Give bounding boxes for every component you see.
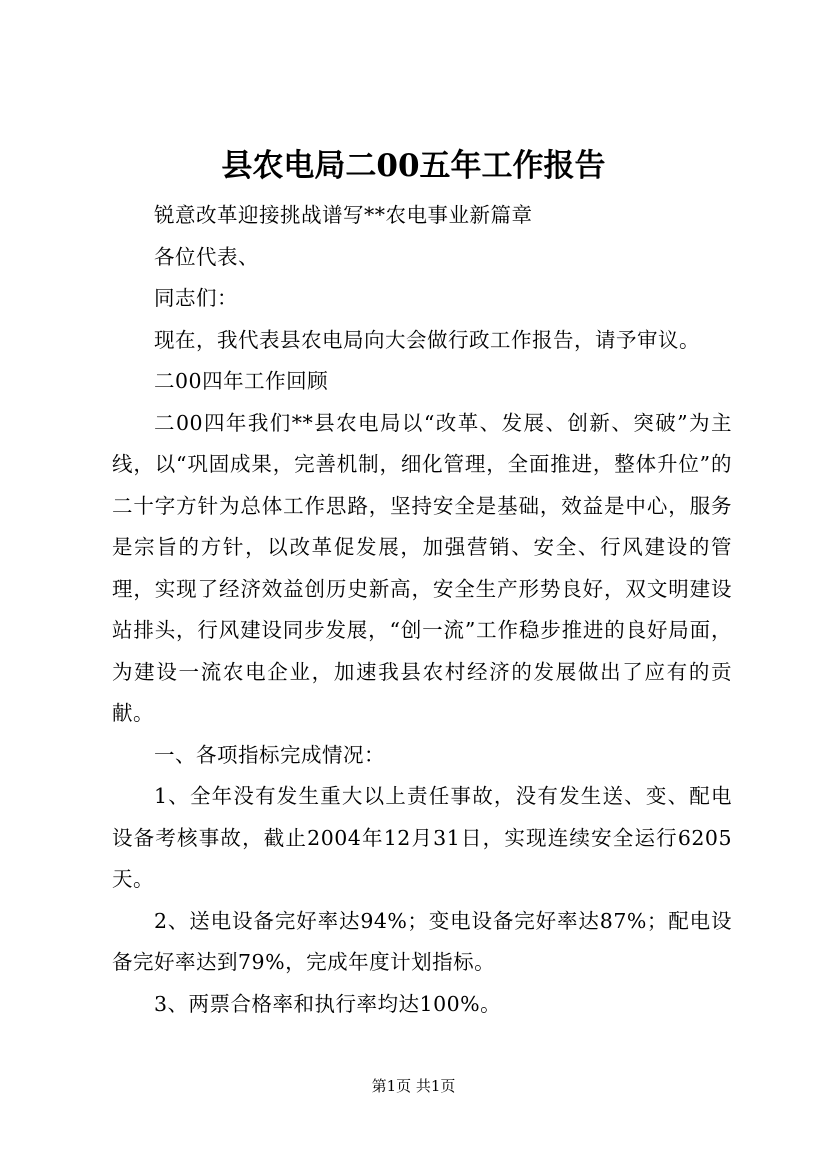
page-footer: 第1页 共1页 — [371, 1077, 456, 1095]
body-paragraph: 现在，我代表县农电局向大会做行政工作报告，请予审议。 — [154, 327, 700, 352]
salutation-line: 各位代表、 — [154, 244, 259, 269]
list-item: 2、送电设备完好率达94%；变电设备完好率达87%；配电设备完好率达到79%，完成年度计划指标。 — [112, 908, 732, 974]
section-heading: 一、各项指标完成情况： — [154, 742, 385, 767]
section-heading: 二00四年工作回顾 — [154, 369, 329, 393]
salutation-line: 同志们： — [154, 286, 238, 310]
document-body — [112, 195, 732, 1025]
body-paragraph: 二00四年我们**县农电局以“改革、发展、创新、突破”为主线，以“巩固成果，完善机制，细化管理，全面推进，整体升位”的二十字方针为总体工作思路，坚持安全是基础，效益是中心，服务是宗旨的方针，以改革促发展，加强营销、安全、行风建设的管理，实现了经济效益创历史新高，安全生产形势良好，双文明建设站排头，行风建设同步发展，“创一流”工作稳步推进的良好局面，为建设一流农电企业，加速我县农村经济的发展做出了应有的贡献。 — [112, 410, 732, 725]
document-title: 县农电局二00五年工作报告 — [221, 148, 606, 184]
list-item: 1、全年没有发生重大以上责任事故，没有发生送、变、配电设备考核事故，截止2004年12月31日，实现连续安全运行6205天。 — [112, 784, 732, 891]
list-item: 3、两票合格率和执行率均达100%。 — [154, 991, 502, 1016]
subtitle-paragraph: 锐意改革迎接挑战谱写**农电事业新篇章 — [154, 203, 533, 227]
